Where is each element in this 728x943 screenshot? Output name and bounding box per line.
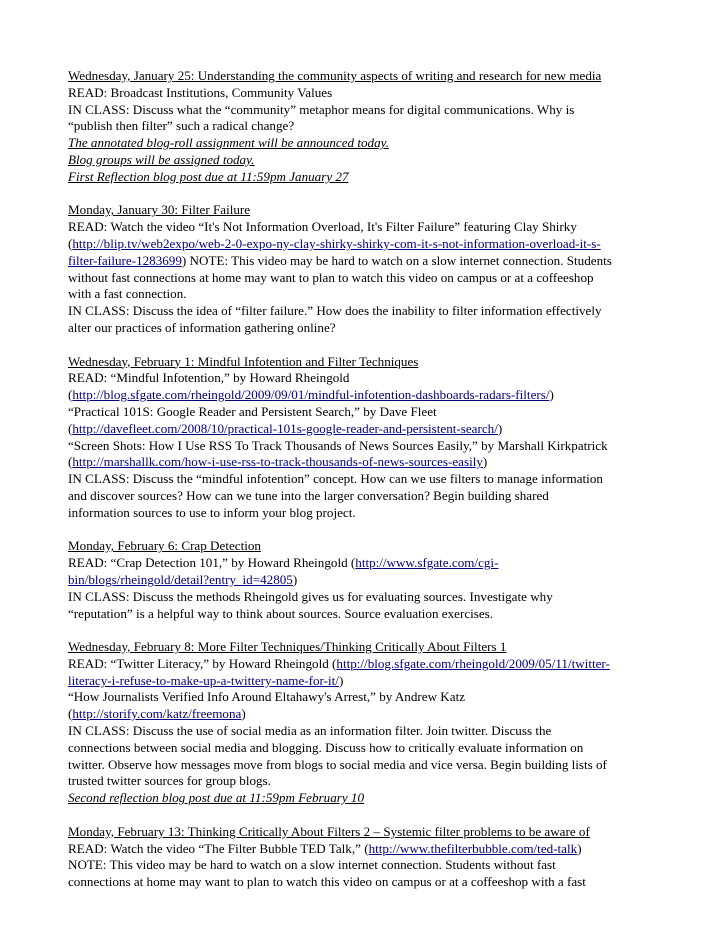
reading-line: READ: Watch the video “It's Not Information Overload, It's Filter Failure” featuring Clay Shirky: [68, 219, 577, 235]
reading-link[interactable]: http://blog.sfgate.com/rheingold/2009/09/01/mindful-infotention-dashboards-radars-filters/: [72, 387, 550, 403]
entry-heading: Wednesday, February 8: More Filter Techniques/Thinking Critically About Filters 1: [68, 639, 507, 655]
class-line: information sources to use to inform your blog project.: [68, 504, 356, 520]
reading-link-line: [68, 387, 668, 404]
class-line: “publish then filter” such a radical change?: [68, 118, 295, 134]
due-date-note: Second reflection blog post due at 11:59pm February 10: [68, 790, 365, 806]
reading-link[interactable]: http://davefleet.com/2008/10/practical-101s-google-reader-and-persistent-search/: [72, 420, 498, 436]
reading-link-line: [68, 421, 668, 438]
entry-heading: Wednesday, February 1: Mindful Infotention and Filter Techniques: [68, 353, 419, 369]
schedule-entry: [68, 639, 668, 807]
video-link-continued[interactable]: filter-failure-1283699: [68, 252, 182, 268]
reading-line: “Practical 101S: Google Reader and Persistent Search,” by Dave Fleet: [68, 403, 437, 419]
schedule-entry: [68, 202, 668, 336]
entry-heading: Monday, February 6: Crap Detection: [68, 538, 261, 554]
paren-open: (: [68, 235, 73, 251]
paren-close: ): [549, 387, 554, 403]
paren-open: (: [68, 454, 73, 470]
paren-open: (: [68, 387, 73, 403]
reading-line: “Screen Shots: How I Use RSS To Track Thousands of News Sources Easily,” by Marshall Kirkpatrick: [68, 437, 608, 453]
reading-link-line: [68, 572, 668, 589]
entry-heading: Monday, February 13: Thinking Critically About Filters 2 – Systemic filter problems to be aware of: [68, 823, 590, 839]
class-line: alter our practices of information gathering online?: [68, 319, 336, 335]
paren-close: ): [292, 571, 298, 587]
note-text: ) NOTE: This video may be hard to watch on a slow internet connection. Students: [181, 252, 612, 268]
note-line: without fast connections at home may want to plan to watch this video on campus or at a coffeeshop: [68, 269, 594, 285]
reading-link-line: [68, 555, 668, 572]
class-line: IN CLASS: Discuss what the “community” metaphor means for digital communications. Why is: [68, 101, 575, 117]
paren-close: ): [241, 706, 246, 722]
reading-line: “How Journalists Verified Info Around Eltahawy's Arrest,” by Andrew Katz: [68, 689, 466, 705]
assignment-note: Blog groups will be assigned today.: [68, 151, 255, 167]
class-line: IN CLASS: Discuss the methods Rheingold gives us for evaluating sources. Investigate why: [68, 588, 553, 604]
paren-close: ): [482, 454, 488, 470]
video-link[interactable]: http://www.thefilterbubble.com/ted-talk: [368, 840, 578, 856]
class-line: “reputation” is a helpful way to think about sources. Source evaluation exercises.: [68, 605, 494, 621]
reading-link-line: [68, 454, 668, 471]
assignment-note: The annotated blog-roll assignment will be announced today.: [68, 135, 390, 151]
reading-link[interactable]: http://www.sfgate.com/cgi-: [355, 555, 499, 571]
class-line: trusted twitter sources for group blogs.: [68, 773, 271, 789]
paren-close: ): [577, 840, 582, 856]
class-line: and discover sources? How can we tune into the larger conversation? Begin building shared: [68, 487, 549, 503]
reading-link[interactable]: http://marshallk.com/how-i-use-rss-to-track-thousands-of-news-sources-easily: [72, 454, 483, 470]
schedule-entry: [68, 68, 668, 186]
reading-text: READ: Watch the video “The Filter Bubble TED Talk,” (: [68, 840, 369, 856]
reading-link-line: [68, 673, 668, 690]
entry-heading: Monday, January 30: Filter Failure: [68, 202, 251, 218]
note-line: connections at home may want to plan to watch this video on campus or at a coffeeshop with a fast: [68, 874, 586, 890]
class-line: twitter. Observe how messages move from blogs to social media and vice versa. Begin building lists of: [68, 756, 607, 772]
reading-link[interactable]: http://storify.com/katz/freemona: [72, 706, 242, 722]
note-line: with a fast connection.: [68, 286, 187, 302]
paren-open: (: [68, 706, 73, 722]
class-line: IN CLASS: Discuss the “mindful infotention” concept. How can we use filters to manage information: [68, 471, 603, 487]
reading-link-line: [68, 841, 668, 858]
class-line: IN CLASS: Discuss the use of social media as an information filter. Join twitter. Discuss the: [68, 723, 552, 739]
note-line: NOTE: This video may be hard to watch on a slow internet connection. Students without fast: [68, 857, 556, 873]
reading-link-continued[interactable]: literacy-i-refuse-to-make-up-a-twittery-name-for-it/: [68, 672, 339, 688]
reading-text: READ: “Twitter Literacy,” by Howard Rheingold (: [68, 655, 337, 671]
reading-link-line: [68, 656, 668, 673]
schedule-entry: [68, 538, 668, 622]
reading-link-line: [68, 253, 668, 270]
reading-text: READ: “Crap Detection 101,” by Howard Rheingold (: [68, 555, 356, 571]
reading-link[interactable]: http://blog.sfgate.com/rheingold/2009/05/11/twitter-: [336, 655, 610, 671]
due-date-note: First Reflection blog post due at 11:59pm January 27: [68, 168, 349, 184]
paren-open: (: [68, 420, 73, 436]
paren-close: ): [497, 420, 503, 436]
class-line: IN CLASS: Discuss the idea of “filter failure.” How does the inability to filter information effectively: [68, 303, 602, 319]
video-link[interactable]: http://blip.tv/web2expo/web-2-0-expo-ny-clay-shirky-shirky-com-it-s-not-information-overload-it-s-: [72, 235, 601, 251]
reading-line: READ: Broadcast Institutions, Community Values: [68, 84, 333, 100]
paren-close: ): [338, 672, 344, 688]
class-line: connections between social media and blogging. Discuss how to critically evaluate information on: [68, 739, 584, 755]
reading-link-continued[interactable]: bin/blogs/rheingold/detail?entry_id=42805: [68, 571, 293, 587]
reading-line: READ: “Mindful Infotention,” by Howard Rheingold: [68, 370, 350, 386]
reading-link-line: [68, 236, 668, 253]
schedule-entry: [68, 824, 668, 891]
entry-heading: Wednesday, January 25: Understanding the community aspects of writing and research for new media: [68, 68, 602, 83]
reading-link-line: [68, 706, 668, 723]
syllabus-page: [68, 68, 668, 891]
schedule-entry: [68, 354, 668, 522]
